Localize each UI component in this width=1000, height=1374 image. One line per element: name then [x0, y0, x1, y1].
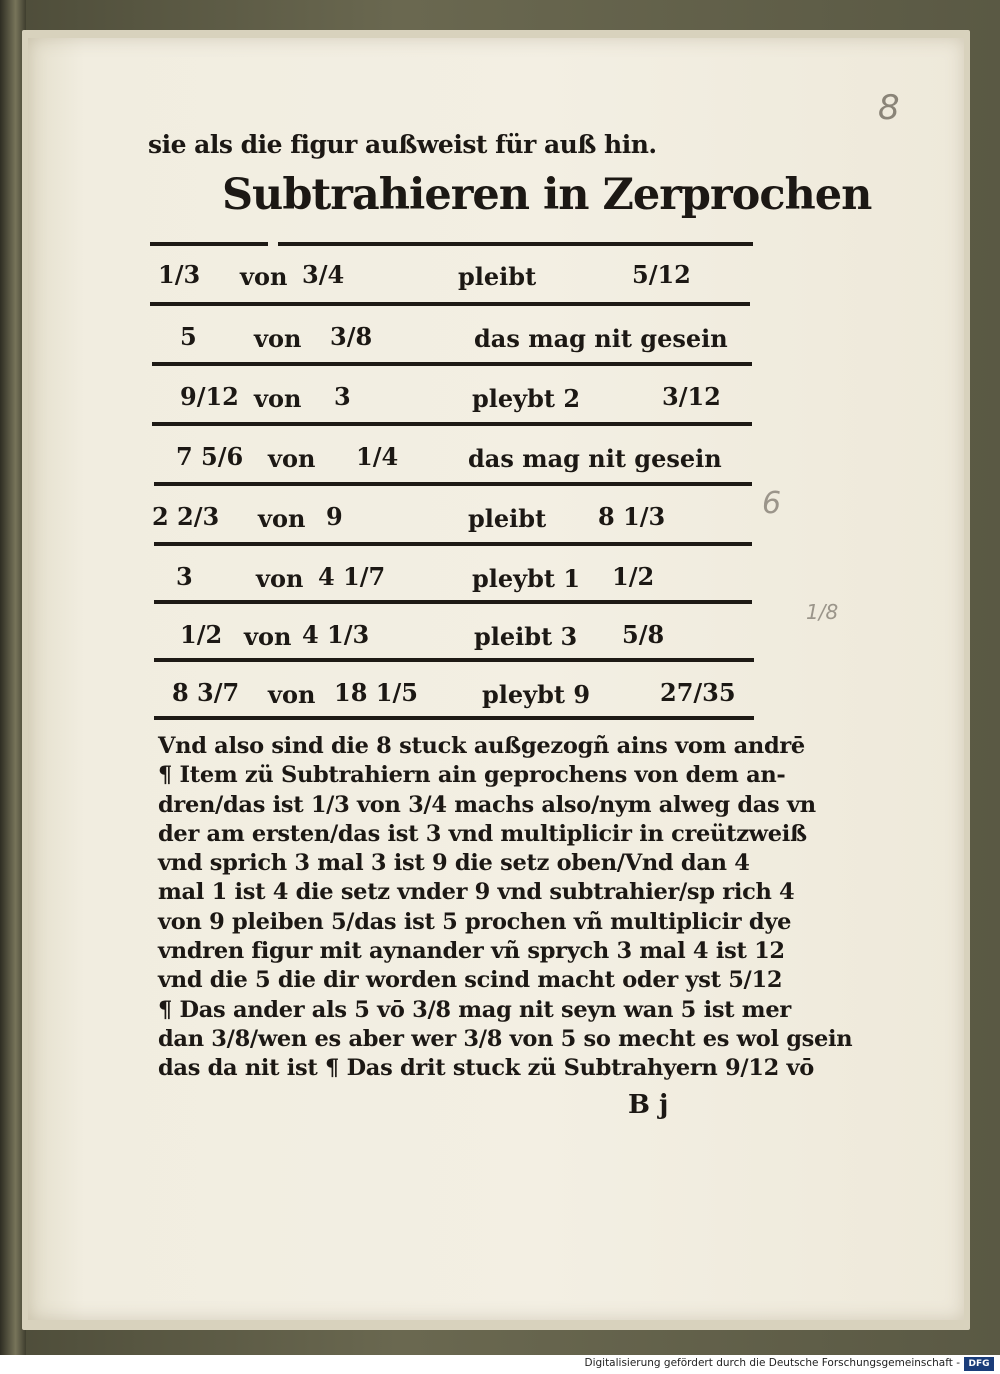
table-rule: [150, 302, 750, 306]
text-line: dren/das ist 1/3 von 3/4 machs also/nym alweg das vn: [158, 791, 816, 818]
table-cell-a: 1/2: [180, 620, 223, 649]
table-cell-a: 9/12: [180, 382, 239, 411]
text-line: mal 1 ist 4 die setz vnder 9 vnd subtrahier/sp rich 4: [158, 879, 795, 906]
table-cell-von: von: [254, 384, 302, 413]
table-cell-von: von: [254, 324, 302, 353]
table-cell-von: von: [244, 622, 292, 651]
footer-credit: Digitalisierung gefördert durch die Deutsche Forschungsgemeinschaft -: [584, 1357, 960, 1369]
table-cell-b: 4 1/3: [302, 620, 370, 649]
folio-number: 8: [878, 88, 900, 128]
table-rule: [154, 716, 754, 720]
table-cell-result: 27/35: [660, 678, 736, 707]
table-cell-von: von: [268, 444, 316, 473]
table-cell-von: von: [256, 564, 304, 593]
text-line: von 9 pleiben 5/das ist 5 prochen vñ multiplicir dye: [158, 908, 792, 935]
text-line: Vnd also sind die 8 stuck außgezogñ ains vom andrē: [158, 733, 805, 759]
text-line: vnd die 5 die dir worden scind macht oder yst 5/12: [158, 967, 783, 994]
table-cell-b: 3/8: [330, 322, 373, 351]
table-rule: [278, 242, 753, 246]
page-heading: Subtrahieren in Zerprochen: [222, 170, 872, 220]
table-cell-verb: pleybt 1: [472, 564, 581, 593]
text-line: der am ersten/das ist 3 vnd multiplicir in creützweiß: [158, 820, 807, 847]
table-cell-a: 7 5/6: [176, 442, 244, 471]
table-cell-result: 8 1/3: [598, 502, 666, 531]
text-line: vndren figur mit aynander vñ sprych 3 mal 4 ist 12: [158, 938, 785, 965]
table-rule: [150, 242, 268, 246]
table-cell-a: 3: [176, 562, 193, 591]
table-cell-verb: pleybt 2: [472, 384, 581, 413]
table-cell-result: 3/12: [662, 382, 721, 411]
table-cell-b: 1/4: [356, 442, 399, 471]
table-cell-b: 4 1/7: [318, 562, 386, 591]
table-cell-result: 5/8: [622, 620, 665, 649]
dfg-logo-icon: DFG: [964, 1357, 994, 1371]
book-page: [28, 38, 964, 1320]
table-cell-a: 8 3/7: [172, 678, 240, 707]
table-cell-verb: pleibt 3: [474, 622, 578, 651]
text-line: das da nit ist ¶ Das drit stuck zü Subtrahyern 9/12 vō: [158, 1055, 814, 1082]
text-line: vnd sprich 3 mal 3 ist 9 die setz oben/Vnd dan 4: [158, 850, 750, 877]
table-cell-b: 9: [326, 502, 343, 531]
table-cell-a: 5: [180, 322, 197, 351]
table-rule: [154, 542, 752, 546]
table-cell-b: 3/4: [302, 260, 345, 289]
intro-line: sie als die figur außweist für auß hin.: [148, 130, 657, 159]
table-cell-verb: das mag nit gesein: [474, 324, 728, 353]
table-cell-b: 18 1/5: [334, 678, 418, 707]
table-cell-verb: pleibt: [458, 262, 537, 291]
body-paragraph: [158, 732, 853, 1084]
table-rule: [154, 482, 752, 486]
margin-note-6: 6: [762, 486, 782, 521]
table-cell-verb: pleibt: [468, 504, 547, 533]
table-cell-von: von: [258, 504, 306, 533]
table-cell-b: 3: [334, 382, 351, 411]
table-cell-a: 1/3: [158, 260, 201, 289]
table-cell-result: 1/2: [612, 562, 655, 591]
table-rule: [152, 362, 752, 366]
text-line: ¶ Das ander als 5 vō 3/8 mag nit seyn wan 5 ist mer: [158, 996, 791, 1023]
footer-bar: [0, 1355, 1000, 1374]
margin-note-fraction: 1/8: [806, 600, 839, 624]
text-line: ¶ Item zü Subtrahiern ain geprochens von dem an-: [158, 762, 786, 789]
table-cell-verb: das mag nit gesein: [468, 444, 722, 473]
table-cell-von: von: [240, 262, 288, 291]
text-line: dan 3/8/wen es aber wer 3/8 von 5 so mecht es wol gsein: [158, 1025, 853, 1052]
table-cell-a: 2 2/3: [152, 502, 220, 531]
table-rule: [154, 600, 752, 604]
table-cell-result: 5/12: [632, 260, 691, 289]
table-rule: [152, 422, 752, 426]
table-cell-verb: pleybt 9: [482, 680, 591, 709]
table-rule: [154, 658, 754, 662]
signature-mark: B j: [628, 1090, 669, 1120]
table-cell-von: von: [268, 680, 316, 709]
